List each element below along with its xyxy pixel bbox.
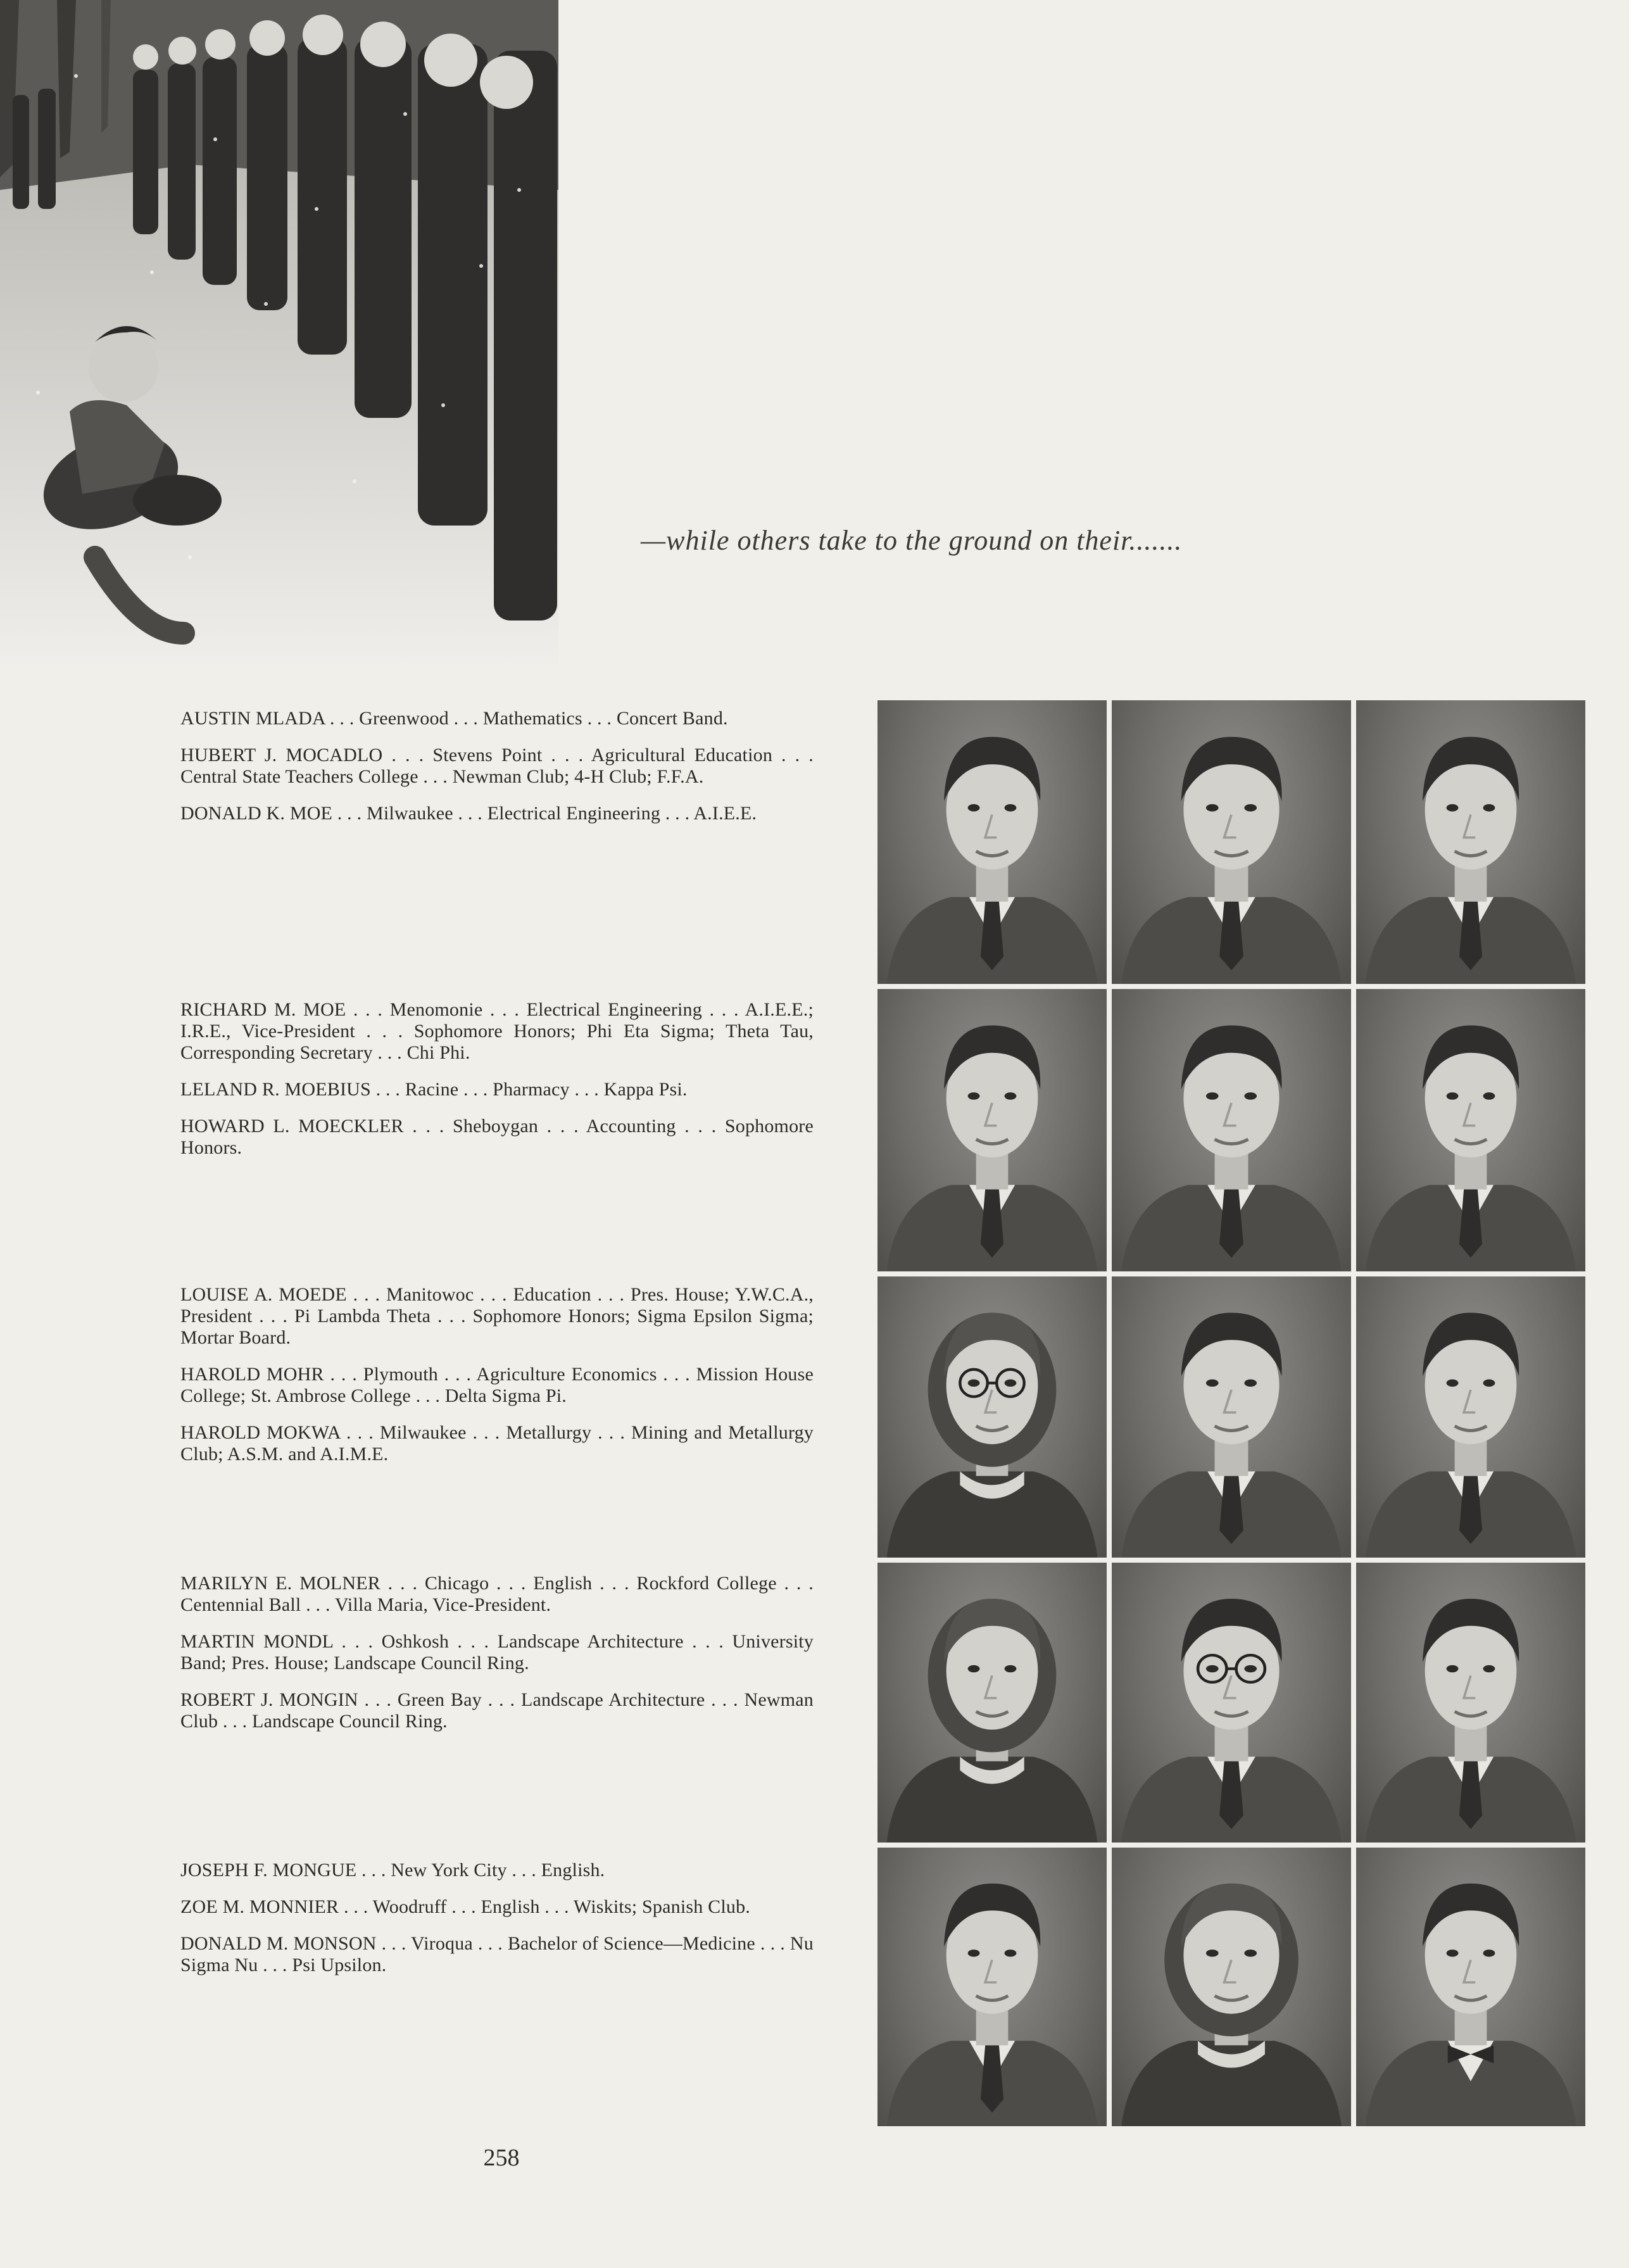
portrait-photo — [1356, 700, 1585, 984]
bio-entry: LOUISE A. MOEDE . . . Manitowoc . . . Education . . . Pres. House; Y.W.C.A., President . . . Pi Lambda Theta . . . Sophomore Honors; Sigma Epsilon Sigma; Mortar Board. — [180, 1284, 814, 1348]
bio-entry: HOWARD L. MOECKLER . . . Sheboygan . . . Accounting . . . Sophomore Honors. — [180, 1116, 814, 1158]
portrait-photo — [877, 1276, 1107, 1558]
portrait-photo — [1112, 1563, 1351, 1843]
bio-entry: HAROLD MOKWA . . . Milwaukee . . . Metallurgy . . . Mining and Metallurgy Club; A.S.M. and A.I.M.E. — [180, 1422, 814, 1465]
bio-group-1 — [180, 708, 814, 840]
bio-entry: AUSTIN MLADA . . . Greenwood . . . Mathematics . . . Concert Band. — [180, 708, 728, 729]
snow-photo — [0, 0, 558, 664]
bio-entry: LELAND R. MOEBIUS . . . Racine . . . Pharmacy . . . Kappa Psi. — [180, 1079, 688, 1100]
bio-entry: ROBERT J. MONGIN . . . Green Bay . . . Landscape Architecture . . . Newman Club . . . Landscape Council Ring. — [180, 1689, 814, 1732]
portrait-figure — [877, 1276, 1107, 1558]
portrait-photo — [1356, 1276, 1585, 1558]
portrait-figure — [1112, 1563, 1351, 1843]
bio-group-2 — [180, 999, 814, 1174]
portrait-photo — [1356, 989, 1585, 1271]
bio-entry: ZOE M. MONNIER . . . Woodruff . . . English . . . Wiskits; Spanish Club. — [180, 1896, 750, 1917]
portrait-figure — [1356, 700, 1585, 984]
bio-entry: JOSEPH F. MONGUE . . . New York City . . . English. — [180, 1860, 605, 1881]
portrait-figure — [1356, 1848, 1585, 2126]
portrait-photo — [877, 1848, 1107, 2126]
portrait-figure — [1112, 1848, 1351, 2126]
portrait-figure — [1356, 989, 1585, 1271]
portrait-photo — [877, 1563, 1107, 1843]
bio-entry: HAROLD MOHR . . . Plymouth . . . Agriculture Economics . . . Mission House College; St. Ambrose College . . . Delta Sigma Pi. — [180, 1364, 814, 1406]
portrait-photo — [1112, 700, 1351, 984]
portrait-photo — [877, 700, 1107, 984]
portrait-figure — [877, 700, 1107, 984]
portrait-figure — [877, 989, 1107, 1271]
portrait-photo — [1112, 1848, 1351, 2126]
bio-entry: DONALD K. MOE . . . Milwaukee . . . Electrical Engineering . . . A.I.E.E. — [180, 803, 757, 824]
portrait-figure — [877, 1848, 1107, 2126]
portrait-photo — [1112, 989, 1351, 1271]
photo-caption: —while others take to the ground on their....... — [641, 525, 1183, 556]
bio-entry: RICHARD M. MOE . . . Menomonie . . . Electrical Engineering . . . A.I.E.E.; I.R.E., Vice-President . . . Sophomore Honors; Phi Eta Sigma; Theta Tau, Corresponding Secretary . . . Chi Phi. — [180, 999, 814, 1063]
bio-group-5 — [180, 1860, 814, 1991]
bio-group-3 — [180, 1284, 814, 1480]
portrait-figure — [877, 1563, 1107, 1843]
portrait-figure — [1112, 989, 1351, 1271]
bio-entry: MARTIN MONDL . . . Oshkosh . . . Landscape Architecture . . . University Band; Pres. House; Landscape Council Ring. — [180, 1631, 814, 1673]
snow-photo-illustration — [0, 0, 558, 664]
portrait-photo — [1112, 1276, 1351, 1558]
portrait-figure — [1112, 700, 1351, 984]
portrait-figure — [1356, 1276, 1585, 1558]
portrait-photo — [877, 989, 1107, 1271]
page-number: 258 — [483, 2145, 520, 2171]
portrait-photo — [1356, 1563, 1585, 1843]
portrait-figure — [1356, 1563, 1585, 1843]
portrait-figure — [1112, 1276, 1351, 1558]
bio-entry: HUBERT J. MOCADLO . . . Stevens Point . . . Agricultural Education . . . Central State Teachers College . . . Newman Club; 4-H Club; F.F.A. — [180, 745, 814, 787]
portrait-photo — [1356, 1848, 1585, 2126]
bio-entry: MARILYN E. MOLNER . . . Chicago . . . English . . . Rockford College . . . Centennial Ball . . . Villa Maria, Vice-President. — [180, 1573, 814, 1615]
bio-group-4 — [180, 1573, 814, 1748]
bio-entry: DONALD M. MONSON . . . Viroqua . . . Bachelor of Science—Medicine . . . Nu Sigma Nu . . . Psi Upsilon. — [180, 1933, 814, 1975]
